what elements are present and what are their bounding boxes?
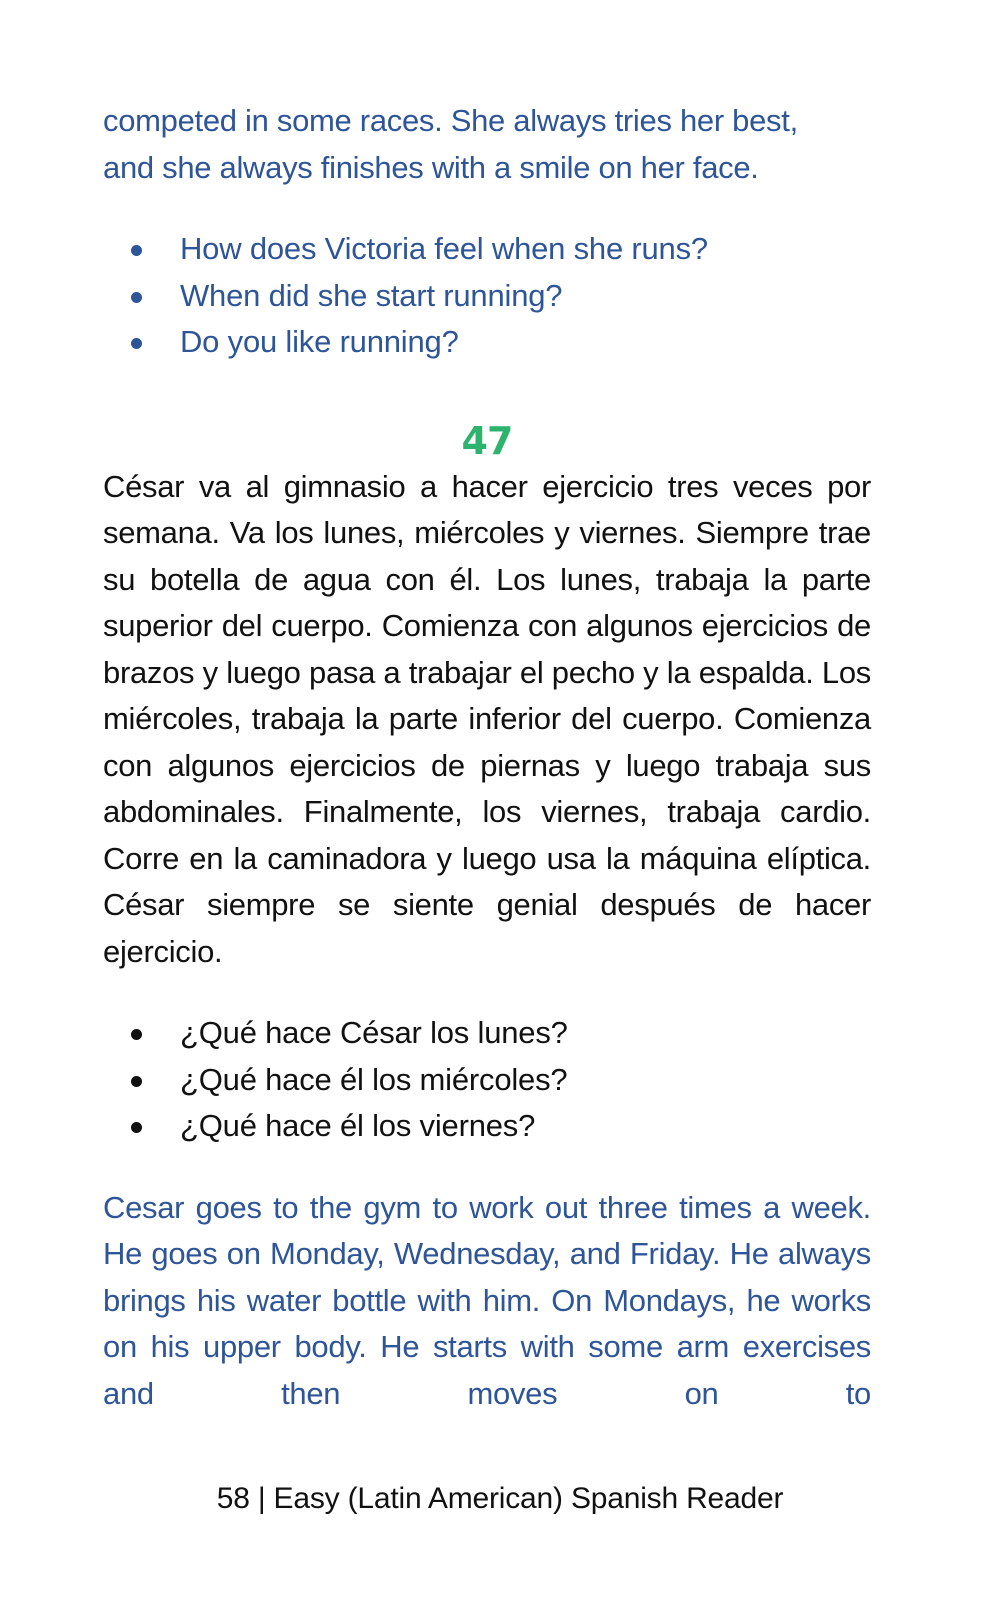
bullet-icon	[131, 292, 142, 303]
question-item: ¿Qué hace él los viernes?	[103, 1103, 871, 1150]
intro-question-list	[103, 226, 871, 366]
intro-line: competed in some races. She always tries her best,	[103, 103, 798, 138]
bullet-icon	[131, 245, 142, 256]
spanish-question-list	[103, 1010, 871, 1150]
intro-english-paragraph	[103, 98, 871, 191]
question-item: Do you like running?	[103, 319, 871, 366]
story-number: 47	[461, 418, 513, 463]
spanish-story-paragraph: César va al gimnasio a hacer ejercicio tres veces por semana. Va los lunes, miércoles y viernes. Siempre trae su botella de agua con él. Los lunes, trabaja la parte superior del cuerpo. Comienza con algunos ejercicios de brazos y luego pasa a trabajar el pecho y la espalda. Los miércoles, trabaja la parte inferior del cuerpo. Comienza con algunos ejercicios de piernas y luego trabaja sus abdominales. Finalmente, los viernes, trabaja cardio. Corre en la caminadora y luego usa la máquina elíptica. César siempre se siente genial después de hacer ejercicio.	[103, 468, 871, 969]
bullet-icon	[131, 1029, 142, 1040]
page-footer: 58 | Easy (Latin American) Spanish Reader	[216, 1482, 784, 1515]
question-item: When did she start running?	[103, 273, 871, 320]
question-item: How does Victoria feel when she runs?	[103, 226, 871, 273]
intro-line: and she always finishes with a smile on her face.	[103, 149, 759, 185]
book-page	[103, 98, 871, 1417]
bullet-icon	[131, 1076, 142, 1087]
question-item: ¿Qué hace él los miércoles?	[103, 1057, 871, 1104]
english-story-paragraph: Cesar goes to the gym to work out three times a week. He goes on Monday, Wednesday, and Friday. He always brings his water bottle with him. On Mondays, he works on his upper body. He starts with some arm exercises and then moves on to	[103, 1189, 871, 1411]
bullet-icon	[131, 338, 142, 349]
question-item: ¿Qué hace César los lunes?	[103, 1010, 871, 1057]
bullet-icon	[131, 1122, 142, 1133]
